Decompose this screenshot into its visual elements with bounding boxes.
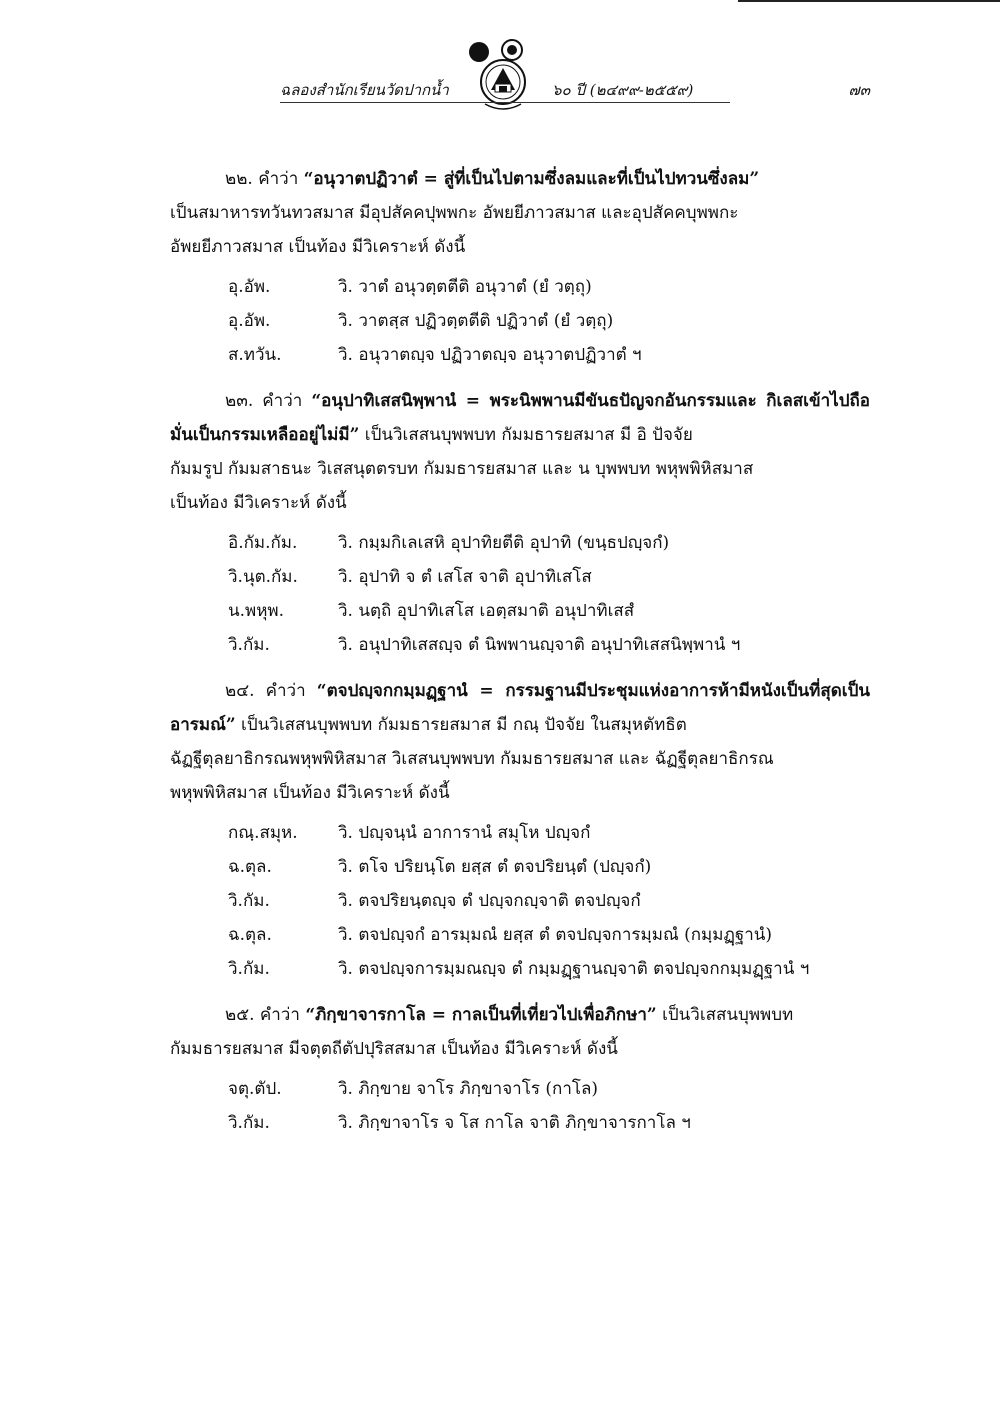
section-line: กัมมธารยสมาส มีจตุตถีตัปปุริสสมาส เป็นท้อง มีวิเคราะห์ ดังนี้ — [170, 1039, 618, 1059]
page-header — [280, 56, 870, 108]
analysis-code: น.พหุพ. — [228, 601, 285, 621]
section-24 — [170, 674, 870, 986]
section-line: พหุพพิหิสมาส เป็นท้อง มีวิเคราะห์ ดังนี้ — [170, 783, 450, 803]
temple-seal-icon — [465, 38, 535, 116]
analysis-text: วิ. วาตสฺส ปฏิวตฺตตีติ ปฏิวาตํ (ยํ วตฺถุ) — [338, 311, 614, 331]
analysis-code: จตุ.ตัป. — [228, 1079, 282, 1099]
section-number: ๒๓. — [225, 391, 254, 411]
analysis-row — [170, 628, 870, 662]
section-23 — [170, 384, 870, 662]
section-number: ๒๔. — [225, 681, 255, 701]
top-edge-rule — [738, 0, 1000, 2]
analysis-code: กณฺ.สมุห. — [228, 823, 298, 843]
analysis-row — [170, 270, 870, 304]
section-intro — [170, 674, 870, 742]
section-line: เป็นสมาหารทวันทวสมาส มีอุปสัคคปุพพกะ อัพยยีภาวสมาส และอุปสัคคบุพพกะ — [170, 203, 739, 223]
analysis-text: วิ. อนุวาตญฺจ ปฏิวาตญฺจ อนุวาตปฏิวาตํ ฯ — [338, 345, 642, 365]
analysis-list — [170, 526, 870, 662]
analysis-row — [170, 304, 870, 338]
analysis-text: วิ. วาตํ อนุวตฺตตีติ อนุวาตํ (ยํ วตฺถุ) — [338, 277, 592, 297]
analysis-list — [170, 816, 870, 986]
analysis-row — [170, 1072, 870, 1106]
section-number: ๒๒. — [225, 169, 253, 189]
section-tail: เป็นวิเสสนบุพพบท — [656, 1005, 794, 1025]
section-25 — [170, 998, 870, 1140]
analysis-code: อุ.อัพ. — [228, 277, 271, 297]
analysis-text: วิ. ตจปญฺจการมฺมณญฺจ ตํ กมฺมฏฺฐานญฺจาติ ตจปญฺจกกมฺมฏฺฐานํ ฯ — [338, 959, 810, 979]
header-title: ฉลองสำนักเรียนวัดปากน้ำ — [280, 81, 449, 99]
section-tail: เป็นวิเสสนบุพพบท กัมมธารยสมาส มี อิ ปัจจัย — [359, 425, 693, 445]
analysis-list — [170, 1072, 870, 1140]
analysis-text: วิ. นตฺถิ อุปาทิเสโส เอตฺสมาติ อนุปาทิเสสํ — [338, 601, 635, 621]
analysis-row — [170, 594, 870, 628]
analysis-code: วิ.กัม. — [228, 1113, 270, 1133]
section-lead: คำว่า — [254, 681, 317, 701]
section-lead: คำว่า — [252, 169, 304, 189]
header-anniversary: ๖๐ ปี (๒๔๙๙-๒๕๕๙) — [552, 81, 694, 99]
analysis-row — [170, 884, 870, 918]
analysis-row — [170, 560, 870, 594]
section-term: “ตจปญฺจกกมฺมฏฺฐานํ = กรรมฐานมีประชุมแห่งอาการห้ามีหนังเป็นที่สุดเป็นอารมณ์” — [170, 681, 870, 735]
section-tail: เป็นวิเสสนบุพพบท กัมมธารยสมาส มี กณฺ ปัจจัย ในสมุหตัทธิต — [235, 715, 687, 735]
section-line: อัพยยีภาวสมาส เป็นท้อง มีวิเคราะห์ ดังนี้ — [170, 237, 466, 257]
analysis-row — [170, 850, 870, 884]
analysis-code: วิ.นุต.กัม. — [228, 567, 298, 587]
analysis-row — [170, 338, 870, 372]
section-term: “อนุวาตปฏิวาตํ = สู่ที่เป็นไปตามซึ่งลมและที่เป็นไปทวนซึ่งลม” — [303, 169, 760, 189]
analysis-code: วิ.กัม. — [228, 891, 270, 911]
analysis-code: วิ.กัม. — [228, 635, 270, 655]
analysis-code: ฉ.ตุล. — [228, 857, 272, 877]
section-intro — [170, 162, 870, 196]
analysis-code: วิ.กัม. — [228, 959, 270, 979]
analysis-text: วิ. อนุปาทิเสสญฺจ ตํ นิพพานญฺจาติ อนุปาทิเสสนิพฺพานํ ฯ — [338, 635, 741, 655]
section-term: “ภิกฺขาจารกาโล = กาลเป็นที่เที่ยวไปเพื่อภิกษา” — [305, 1005, 657, 1025]
section-22 — [170, 162, 870, 372]
analysis-code: ฉ.ตุล. — [228, 925, 272, 945]
header-divider — [280, 102, 730, 103]
analysis-row — [170, 816, 870, 850]
analysis-list — [170, 270, 870, 372]
section-intro — [170, 998, 870, 1032]
analysis-row — [170, 1106, 870, 1140]
page-body — [170, 150, 870, 1150]
analysis-code: อิ.กัม.กัม. — [228, 533, 298, 553]
analysis-text: วิ. ตจปญฺจกํ อารมฺมณํ ยสฺส ตํ ตจปญฺจการมฺมณํ (กมฺมฏฺฐานํ) — [338, 925, 773, 945]
analysis-text: วิ. ตจปริยนฺตญฺจ ตํ ปญฺจกญฺจาติ ตจปญฺจกํ — [338, 891, 641, 911]
section-lead: คำว่า — [254, 1005, 306, 1025]
section-intro — [170, 384, 870, 452]
analysis-text: วิ. ภิกฺขาจาโร จ โส กาโล จาติ ภิกฺขาจารกาโล ฯ — [338, 1113, 691, 1133]
analysis-code: อุ.อัพ. — [228, 311, 271, 331]
section-line: ฉัฏฐีตุลยาธิกรณพหุพพิหิสมาส วิเสสนบุพพบท กัมมธารยสมาส และ ฉัฏฐีตุลยาธิกรณ — [170, 749, 774, 769]
section-lead: คำว่า — [253, 391, 312, 411]
section-number: ๒๕. — [225, 1005, 255, 1025]
page-number: ๗๓ — [848, 81, 870, 99]
analysis-code: ส.ทวัน. — [228, 345, 282, 365]
analysis-row — [170, 526, 870, 560]
analysis-text: วิ. ตโจ ปริยนฺโต ยสฺส ตํ ตจปริยนฺตํ (ปญฺจกํ) — [338, 857, 652, 877]
section-line: กัมมรูป กัมมสาธนะ วิเสสนุตตรบท กัมมธารยสมาส และ น บุพพบท พหุพพิหิสมาส — [170, 459, 754, 479]
analysis-row — [170, 918, 870, 952]
analysis-text: วิ. ปญฺจนฺนํ อาการานํ สมุโห ปญฺจกํ — [338, 823, 591, 843]
analysis-row — [170, 952, 870, 986]
analysis-text: วิ. กมฺมกิเลเสหิ อุปาทิยตีติ อุปาทิ (ขนฺธปญฺจกํ) — [338, 533, 670, 553]
section-line: เป็นท้อง มีวิเคราะห์ ดังนี้ — [170, 493, 347, 513]
section-term: “อนุปาทิเสสนิพฺพานํ = พระนิพพานมีขันธปัญจกอันกรรมและ กิเลสเข้าไปถือมั่นเป็นกรรมเหลืออยู่ไม่มี” — [170, 391, 870, 445]
analysis-text: วิ. ภิกฺขาย จาโร ภิกฺขาจาโร (กาโล) — [338, 1079, 599, 1099]
analysis-text: วิ. อุปาทิ จ ตํ เสโส จาติ อุปาทิเสโส — [338, 567, 592, 587]
